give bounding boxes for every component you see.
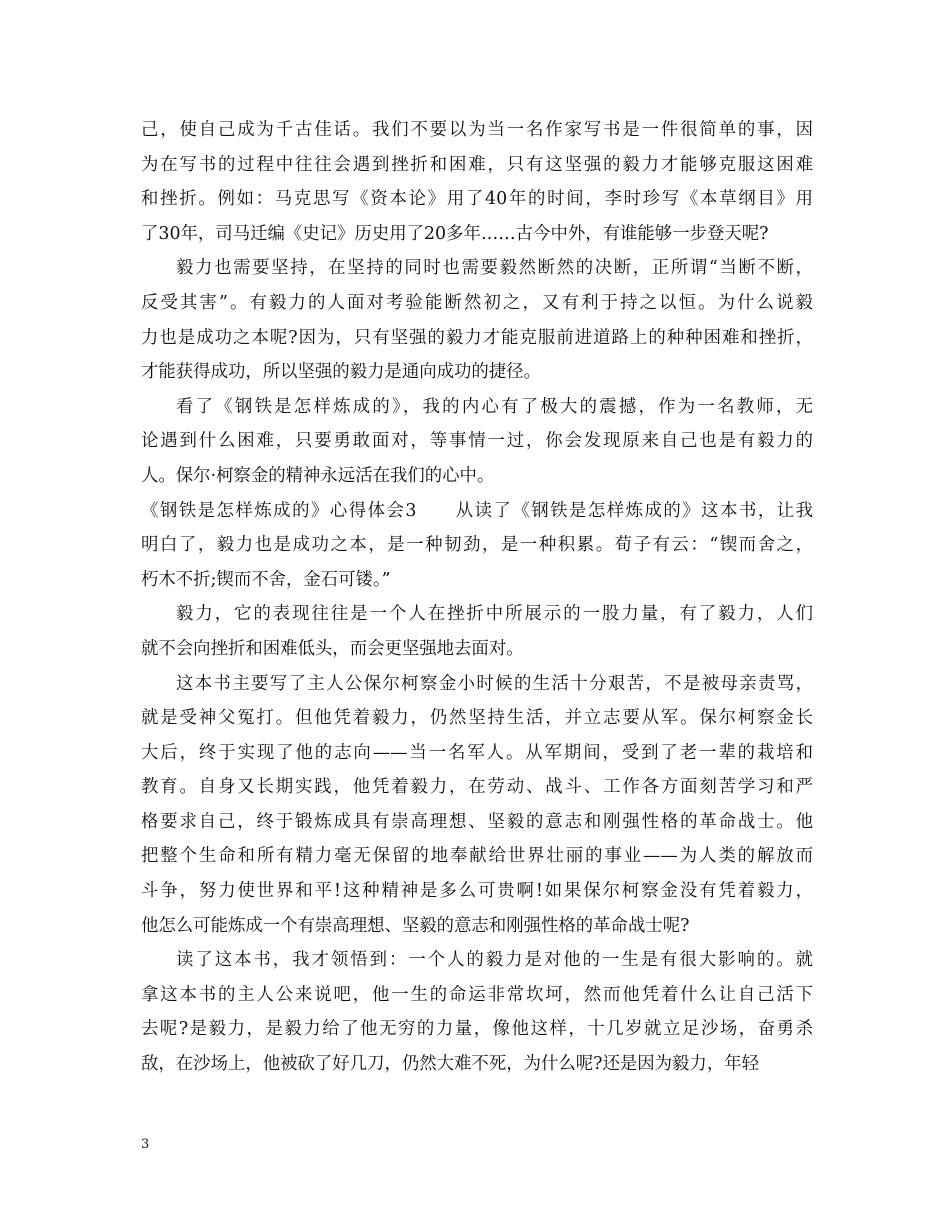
text-line: 力也是成功之本呢?因为，只有坚强的毅力才能克服前进道路上的种种困难和挫折， (141, 327, 813, 348)
text-line: 明白了，毅力也是成功之本，是一种韧劲，是一种积累。荀子有云：“锲而舍之， (141, 535, 813, 556)
text-line: 人。保尔·柯察金的精神永远活在我们的心中。 (141, 465, 495, 486)
text-line: 己，使自己成为千古佳话。我们不要以为当一名作家写书是一件很简单的事，因 (141, 120, 813, 140)
paragraph (141, 667, 813, 944)
paragraph (141, 494, 813, 598)
text-line: 朽木不折;锲而不舍，金石可镂。” (141, 569, 391, 590)
text-line: 这本书主要写了主人公保尔柯察金小时候的生活十分艰苦，不是被母亲责骂， (176, 673, 813, 694)
text-line: 大后，终于实现了他的志向——当一名军人。从军期间，受到了老一辈的栽培和 (141, 742, 813, 763)
text-line: 敌，在沙场上，他被砍了好几刀，仍然大难不死，为什么呢?还是因为毅力，年轻 (141, 1054, 759, 1075)
text-line: 毅力也需要坚持，在坚持的同时也需要毅然断然的决断，正所谓“当断不断， (176, 258, 813, 279)
text-line: 把整个生命和所有精力毫无保留的地奉献给世界壮丽的事业——为人类的解放而 (141, 846, 813, 867)
text-line: 格要求自己，终于锻炼成具有崇高理想、坚毅的意志和刚强性格的革命战士。他 (141, 811, 813, 832)
text-line: 了30年，司马迁编《史记》历史用了20多年……古今中外，有谁能够一步登天呢? (141, 223, 769, 244)
paragraph (141, 597, 813, 666)
text-line: 就不会向挫折和困难低头，而会更坚强地去面对。 (141, 638, 524, 659)
text-line: 和挫折。例如：马克思写《资本论》用了40年的时间，李时珍写《本草纲目》用 (141, 189, 813, 210)
text-line: 他怎么可能炼成一个有崇高理想、坚毅的意志和刚强性格的革命战士呢? (141, 915, 690, 936)
text-line: 就是受神父冤打。但他凭着毅力，仍然坚持生活，并立志要从军。保尔柯察金长 (141, 708, 813, 729)
text-line: 去呢?是毅力，是毅力给了他无穷的力量，像他这样，十几岁就立足沙场，奋勇杀 (141, 1019, 813, 1040)
page-number: 3 (141, 1137, 150, 1152)
text-line: 斗争，努力使世界和平!这种精神是多么可贵啊!如果保尔柯察金没有凭着毅力， (141, 881, 813, 902)
text-line: 毅力，它的表现往往是一个人在挫折中所展示的一股力量，有了毅力，人们 (176, 604, 813, 625)
text-line: 才能获得成功，所以坚强的毅力是通向成功的捷径。 (141, 362, 541, 383)
paragraph (141, 113, 813, 251)
paragraph (141, 943, 813, 1081)
text-line: 《钢铁是怎样炼成的》心得体会3 从读了《钢铁是怎样炼成的》这本书，让我 (141, 500, 813, 521)
text-line: 拿这本书的主人公来说吧，他一生的命运非常坎坷，然而他凭着什么让自己活下 (141, 984, 813, 1005)
text-line: 教育。自身又长期实践，他凭着毅力，在劳动、战斗、工作各方面刻苦学习和严 (141, 777, 813, 798)
paragraph (141, 390, 813, 494)
text-line: 为在写书的过程中往往会遇到挫折和困难，只有这坚强的毅力才能够克服这困难 (141, 154, 813, 175)
text-line: 论遇到什么困难，只要勇敢面对，等事情一过，你会发现原来自己也是有毅力的 (141, 431, 813, 452)
text-line: 读了这本书，我才领悟到：一个人的毅力是对他的一生是有很大影响的。就 (176, 950, 813, 971)
text-line: 反受其害”。有毅力的人面对考验能断然初之，又有利于持之以恒。为什么说毅 (141, 292, 813, 313)
text-line: 看了《钢铁是怎样炼成的》，我的内心有了极大的震撼，作为一名教师，无 (176, 396, 813, 417)
paragraph (141, 251, 813, 389)
document-body (141, 113, 813, 1082)
